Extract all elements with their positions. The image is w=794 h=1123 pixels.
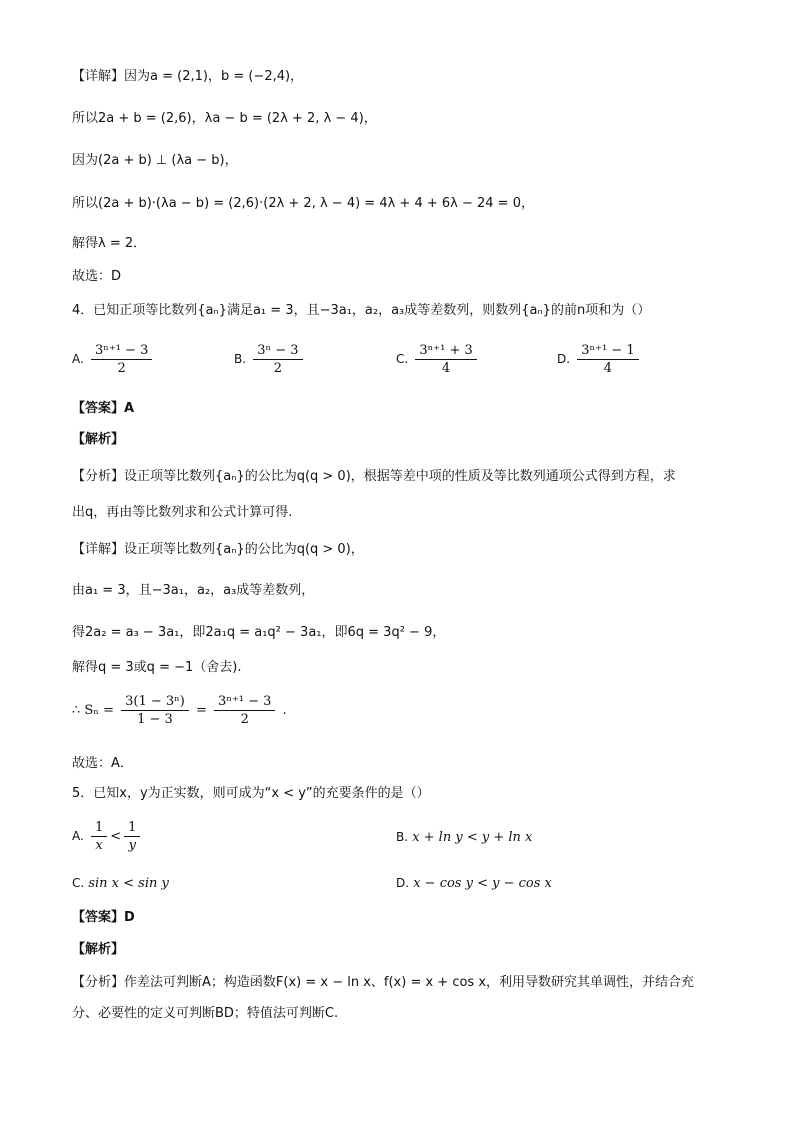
q4-option-c-label: C. [396,352,409,366]
q4-sum-period: . [282,703,287,718]
q4-sum-fraction-2-numerator: 3ⁿ⁺¹ − 3 [214,694,275,711]
q5-option-d [396,876,552,891]
q4-option-b-fraction [253,343,302,376]
q4-sum-fraction-2-denominator: 2 [240,712,249,727]
q5-option-a-operator: < [110,829,122,844]
detail-line-6: 故选：D [72,269,122,284]
question-5: 5．已知x，y为正实数，则可成为“x < y”的充要条件的是（） [72,786,430,801]
q4-detail-choice: 故选：A． [72,756,133,771]
q4-option-a-fraction [91,343,152,376]
q5-option-c-text: sin x < sin y [88,876,169,891]
q4-option-d-label: D. [557,352,571,366]
q4-answer: 【答案】A [72,401,135,416]
q5-analysis-line-2: 分、必要性的定义可判断BD；特值法可判断C. [72,1006,339,1021]
q4-sum-fraction-1 [121,694,189,727]
q4-sum-equals: = [196,703,207,718]
detail-line-2: 所以2a + b = (2,6)，λa − b = (2λ + 2, λ − 4)， [72,111,377,126]
q4-option-a-numerator: 3ⁿ⁺¹ − 3 [91,343,152,360]
q4-option-c-numerator: 3ⁿ⁺¹ + 3 [415,343,476,360]
q5-option-b [396,830,532,845]
q4-option-b [234,343,306,376]
q4-option-d-fraction [577,343,638,376]
detail-line-1: 【详解】因为a = (2,1)，b = (−2,4)， [72,69,304,84]
q4-option-a-label: A. [72,352,84,366]
q5-option-c [72,876,169,891]
detail-line-5: 解得λ = 2． [72,236,147,251]
detail-line-3: 因为(2a + b) ⊥ (λa − b)， [72,153,238,168]
q4-option-c-denominator: 4 [441,361,451,376]
q4-option-b-denominator: 2 [273,361,282,376]
q4-option-d-numerator: 3ⁿ⁺¹ − 1 [577,343,638,360]
q4-sum-fraction-1-denominator: 1 − 3 [137,712,173,727]
q4-analysis-heading: 【解析】 [72,432,125,447]
q5-option-b-label: B. [396,830,409,844]
q5-analysis-line-1: 【分析】作差法可判断A；构造函数F(x) = x − ln x、f(x) = x + cos x，利用导数研究其单调性，并结合充 [72,975,695,990]
q5-option-a-fraction-2-denominator: y [128,838,136,853]
q4-option-b-label: B. [234,352,247,366]
q5-option-a-fraction-1-denominator: x [95,838,103,853]
q5-option-a [72,820,143,853]
q4-detail-line-3: 得2a₂ = a₃ − 3a₁，即2a₁q = a₁q² − 3a₁，即6q = 3q² − 9， [72,625,446,640]
question-4: 4．已知正项等比数列{aₙ}满足a₁ = 3，且−3a₁，a₂，a₃成等差数列，则数列{aₙ}的前n项和为（） [72,303,651,318]
q5-option-a-fraction-1-numerator: 1 [91,820,107,837]
q4-option-a-denominator: 2 [117,361,126,376]
q5-option-c-label: C. [72,876,85,890]
q4-option-d [557,343,642,376]
q4-option-c-fraction [415,343,476,376]
q5-option-b-text: x + ln y < y + ln x [412,830,533,845]
q4-option-b-numerator: 3ⁿ − 3 [253,343,302,360]
q4-sum-fraction-1-numerator: 3(1 − 3ⁿ) [121,694,189,711]
q5-option-d-text: x − cos y < y − cos x [413,876,552,891]
q4-option-d-denominator: 4 [603,361,613,376]
q4-detail-line-1: 【详解】设正项等比数列{aₙ}的公比为q(q > 0)， [72,542,364,557]
q5-answer: 【答案】D [72,910,135,925]
q4-option-c [396,343,480,376]
q4-option-a [72,343,155,376]
q5-option-a-label: A. [72,829,84,843]
q4-sum-formula [72,694,287,727]
q4-detail-line-4: 解得q = 3或q = −1（舍去). [72,660,242,675]
q5-analysis-heading: 【解析】 [72,942,125,957]
detail-line-4: 所以(2a + b)·(λa − b) = (2,6)·(2λ + 2, λ − 4) = 4λ + 4 + 6λ − 24 = 0， [72,196,534,211]
q4-analysis-line-2: 出q，再由等比数列求和公式计算可得. [72,505,293,520]
q5-option-a-fraction-2-numerator: 1 [124,820,140,837]
q5-option-a-fraction-1 [91,820,107,853]
q4-detail-line-2: 由a₁ = 3，且−3a₁，a₂，a₃成等差数列， [72,583,315,598]
q4-sum-fraction-2 [214,694,275,727]
q4-sum-prefix: ∴ Sₙ = [72,703,114,718]
q5-option-a-fraction-2 [124,820,140,853]
q5-option-d-label: D. [396,876,410,890]
q4-analysis-line-1: 【分析】设正项等比数列{aₙ}的公比为q(q > 0)，根据等差中项的性质及等比数列通项公式得到方程，求 [72,469,676,484]
